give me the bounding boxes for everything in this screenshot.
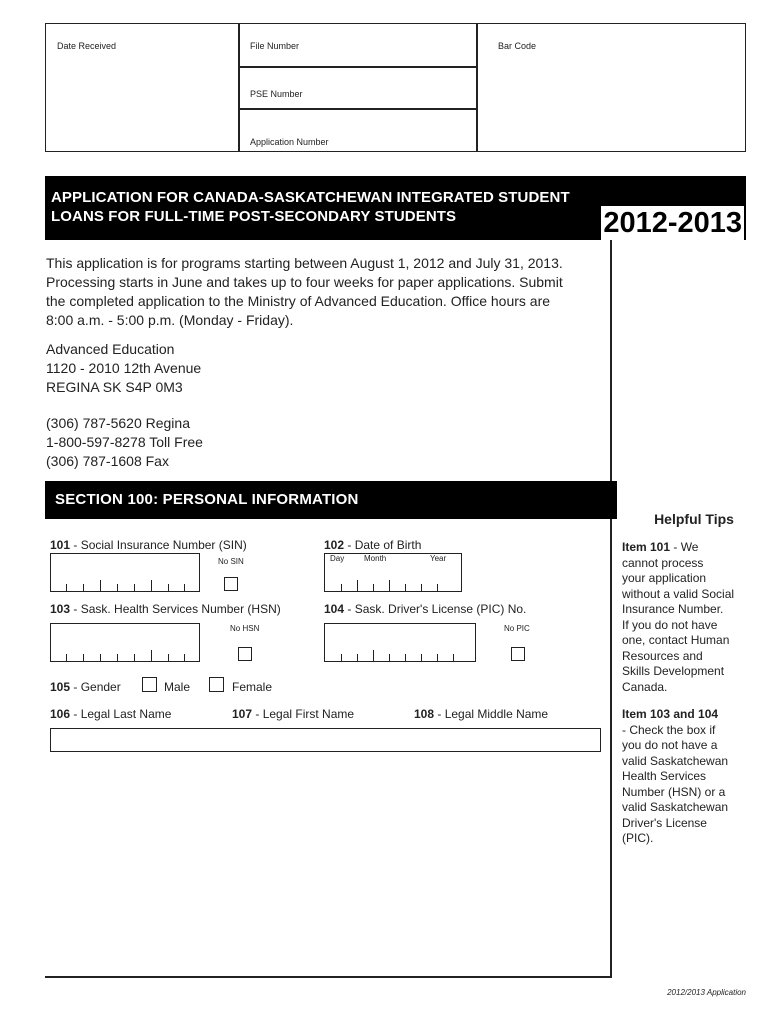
application-number-label: Application Number: [250, 137, 329, 147]
hsn-input[interactable]: [50, 623, 200, 662]
date-received-label: Date Received: [57, 41, 117, 51]
section-title: SECTION 100: PERSONAL INFORMATION: [55, 491, 359, 508]
frame-bottom: [45, 976, 612, 978]
field-107-label: 107 - Legal First Name: [232, 707, 355, 721]
title-line-2: LOANS FOR FULL-TIME POST-SECONDARY STUDENTS: [51, 208, 457, 225]
field-108-label: 108 - Legal Middle Name: [414, 707, 549, 721]
no-pic-label: No PIC: [504, 624, 530, 633]
gender-male-checkbox[interactable]: [142, 677, 157, 692]
female-label: Female: [232, 680, 273, 694]
tip-item-103-104: Item 103 and 104 - Check the box if you do not have a valid Saskatchewan Health Services Number (HSN) or a valid Saskatchewan Driver's License (PIC).: [622, 707, 729, 845]
field-106-label: 106 - Legal Last Name: [50, 707, 172, 721]
no-hsn-checkbox[interactable]: [238, 647, 252, 661]
helpful-tips-title: Helpful Tips: [654, 511, 734, 527]
intro-line: 8:00 a.m. - 5:00 p.m. (Monday - Friday).: [46, 312, 294, 328]
year-label: Year: [430, 554, 447, 563]
gender-female-checkbox[interactable]: [209, 677, 224, 692]
field-105-label: 105 - Gender: [50, 680, 121, 694]
field-102-label: 102 - Date of Birth: [324, 538, 422, 552]
field-101-label: 101 - Social Insurance Number (SIN): [50, 538, 247, 552]
tip-101-heading: Item 101: [622, 540, 671, 554]
application-title: [51, 188, 570, 226]
application-title-bar: [45, 176, 746, 240]
phone-toll-free: 1-800-597-8278 Toll Free: [46, 434, 203, 450]
intro-paragraph: [46, 254, 611, 330]
day-label: Day: [330, 554, 345, 563]
intro-line: This application is for programs starting between August 1, 2012 and July 31, 2013.: [46, 255, 563, 271]
date-of-birth-input[interactable]: [324, 553, 462, 592]
male-label: Male: [164, 680, 191, 694]
no-hsn-label: No HSN: [230, 624, 260, 633]
page-footer: 2012/2013 Application: [667, 988, 746, 997]
intro-line: the completed application to the Ministry of Advanced Education. Office hours are: [46, 293, 551, 309]
frame-divider: [610, 240, 612, 977]
tip-item-101: Item 101 - We cannot process your application without a valid Social Insurance Number. If you do not have one, contact Human Resources and Skills Development Canada.: [622, 540, 735, 694]
field-104-label: 104 - Sask. Driver's License (PIC) No.: [324, 602, 527, 616]
program-year: 2012-2013: [603, 207, 742, 239]
address-line: 1120 - 2010 12th Avenue: [46, 360, 202, 376]
contact-numbers: [46, 414, 203, 471]
sin-input[interactable]: [50, 553, 200, 592]
address-line: REGINA SK S4P 0M3: [46, 379, 183, 395]
fax-number: (306) 787-1608 Fax: [46, 453, 169, 469]
no-sin-checkbox[interactable]: [224, 577, 238, 591]
office-use-box: [45, 23, 746, 152]
month-label: Month: [364, 554, 387, 563]
bar-code-label: Bar Code: [498, 41, 537, 51]
section-100-header: [45, 481, 617, 519]
no-sin-label: No SIN: [218, 557, 244, 566]
address-line: Advanced Education: [46, 341, 175, 357]
field-103-label: 103 - Sask. Health Services Number (HSN): [50, 602, 281, 616]
no-pic-checkbox[interactable]: [511, 647, 525, 661]
file-number-label: File Number: [250, 41, 300, 51]
legal-name-input[interactable]: [50, 728, 601, 752]
title-line-1: APPLICATION FOR CANADA-SASKATCHEWAN INTEGRATED STUDENT: [51, 189, 570, 206]
tip-103-104-heading: Item 103 and 104: [622, 707, 719, 721]
mailing-address: [46, 340, 201, 397]
intro-line: Processing starts in June and takes up to four weeks for paper applications. Submit: [46, 274, 563, 290]
pic-input[interactable]: [324, 623, 476, 662]
phone-regina: (306) 787-5620 Regina: [46, 415, 190, 431]
pse-number-label: PSE Number: [250, 89, 303, 99]
